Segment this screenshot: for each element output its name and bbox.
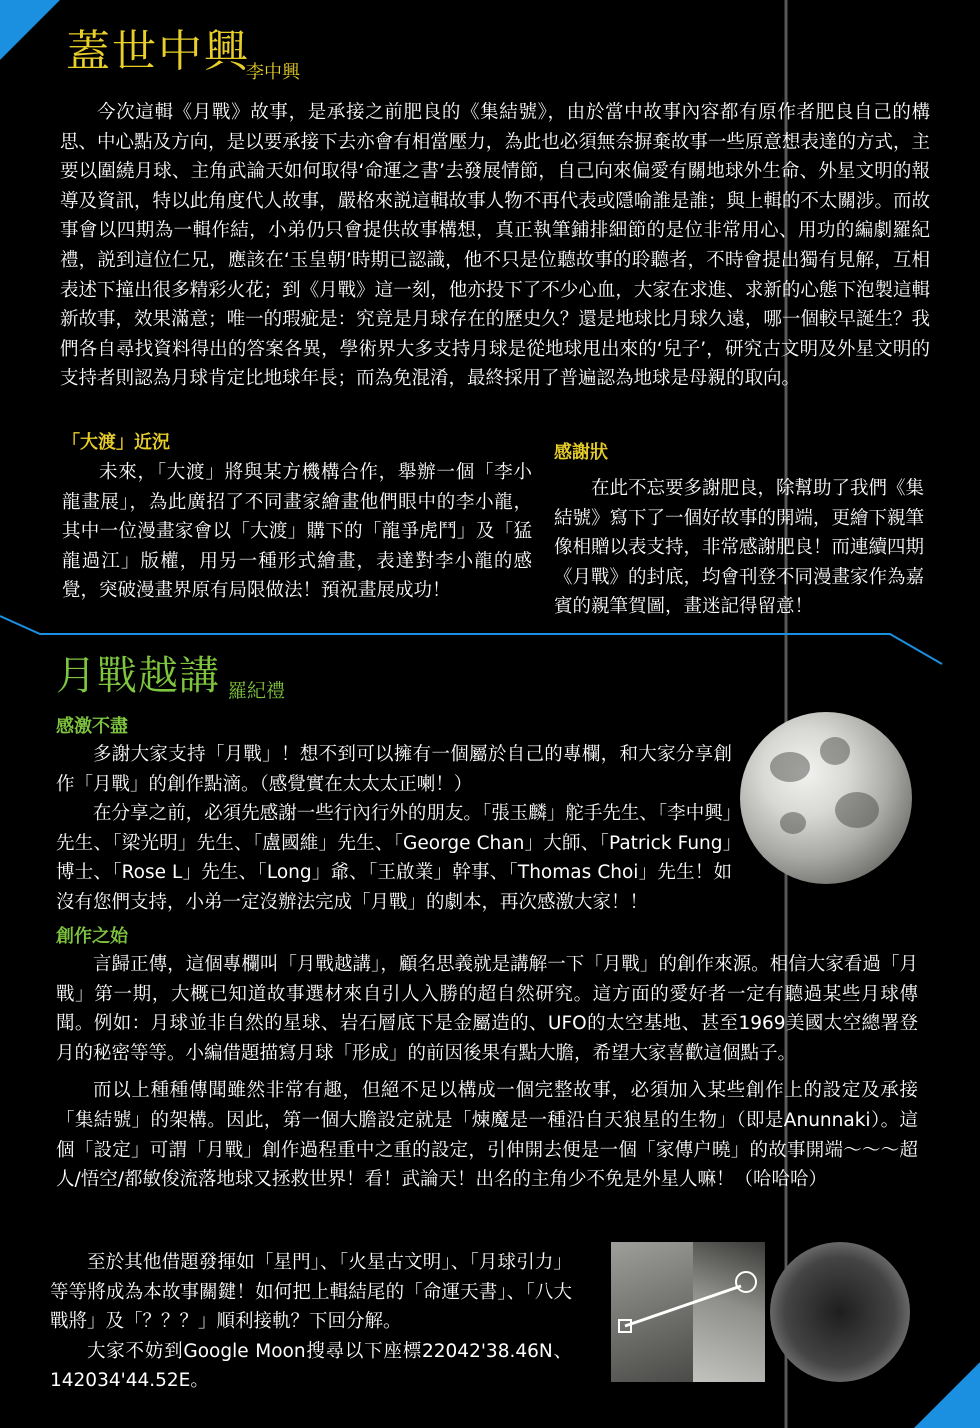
section1-left-column	[62, 428, 532, 606]
gratitude-paragraph-1: 多謝大家支持「月戰」！想不到可以擁有一個屬於自己的專欄，和大家分享創作「月戰」的創作點滴。（感覺實在太太太正喇！）	[56, 744, 732, 795]
gratitude-paragraph-2: 在分享之前，必須先感謝一些行內行外的朋友。「張玉麟」舵手先生、「李中興」先生、「梁光明」先生、「盧國維」先生、「George Chan」大師、「Patrick Fung」博士、「Rose L」先生、「Long」爺、「王啟業」幹事、「Thomas Choi」先生！如沒有您們支持，小弟一定沒辦法完成「月戰」的劇本，再次感激大家！！	[56, 803, 732, 913]
section1-author: 李中興	[246, 62, 300, 83]
section1-paragraph: 今次這輯《月戰》故事，是承接之前肥良的《集結號》，由於當中故事內容都有原作者肥良自己的構思、中心點及方向，是以要承接下去亦會有相當壓力，為此也必須無奈摒棄故事一些原意想表達的方式，主要以圍繞月球、主角武論天如何取得‘命運之書’去發展情節，自己向來偏愛有關地球外生命、外星文明的報導及資訊，特以此角度代人故事，嚴格來説這輯故事人物不再代表或隱喻誰是誰；與上輯的不太關涉。而故事會以四期為一輯作結，小弟仍只會提供故事構想，真正執筆鋪排細節的是位非常用心、用功的編劇羅紀禮，説到這位仁兄，應該在‘玉皇朝’時期已認識，他不只是位聽故事的聆聽者，不時會提出獨有見解，互相表述下撞出很多精彩火花；到《月戰》這一刻，他亦投下了不少心血，大家在求進、求新的心態下泡製這輯新故事，效果滿意；唯一的瑕疵是：究竟是月球存在的歷史久？還是地球比月球久遠，哪一個較早誕生？我們各自尋找資料得出的答案各異，學術界大多支持月球是從地球甩出來的‘兒子’，研究古文明及外星文明的支持者則認為月球肯定比地球年長；而為免混淆，最終採用了普遍認為地球是母親的取向。	[60, 102, 930, 390]
corner-decoration-bottom-right	[914, 1362, 980, 1428]
section1-body	[60, 98, 930, 394]
subheading-origin: 創作之始	[56, 926, 128, 947]
callout-circle	[736, 1272, 756, 1292]
section1-right-column	[554, 438, 924, 622]
callout-line	[625, 1286, 741, 1326]
closing-paragraph-1: 至於其他借題發揮如「星門」、「火星古文明」、「月球引力」等等將成為本故事關鍵！如何把上輯結尾的「命運天書」、「八大戰將」及「？？？」順利接軌？下回分解。	[50, 1252, 572, 1333]
origin-paragraph-2: 而以上種種傳聞雖然非常有趣，但絕不足以構成一個完整故事，必須加入某些創作上的設定及承接「集結號」的架構。因此，第一個大膽設定就是「煉魔是一種沿自天狼星的生物」（即是Anunnaki）。這個「設定」可謂「月戰」創作過程重中之重的設定，引伸開去便是一個「家傳户曉」的故事開端～～～超人/悟空/都敏俊流落地球又拯救世界！看！武論天！出名的主角少不免是外星人嘛！（哈哈哈）	[56, 1080, 918, 1191]
origin-paragraph-1: 言歸正傳，這個專欄叫「月戰越講」，顧名思義就是講解一下「月戰」的創作來源。相信大家看過「月戰」第一期，大概已知道故事選材來自引人入勝的超自然研究。這方面的愛好者一定有聽過某些月球傳聞。例如：月球並非自然的星球、岩石層底下是金屬造的、UFO的太空基地、甚至1969美國太空總署登月的秘密等等。小編借題描寫月球「形成」的前因後果有點大膽，希望大家喜歡這個點子。	[56, 954, 918, 1064]
closing-paragraph-2: 大家不妨到Google Moon搜尋以下座標22042'38.46N、142034'44.52E。	[50, 1340, 572, 1392]
section1-title: 蓋世中興	[66, 26, 250, 77]
thanks-paragraph: 在此不忘要多謝肥良，除幫助了我們《集結號》寫下了一個好故事的開端，更繪下親筆像相贈以表支持，非常感謝肥良！而連續四期《月戰》的封底，均會刊登不同漫畫家作為嘉賓的親筆賀圖，畫迷記得留意！	[554, 478, 925, 618]
datu-paragraph: 未來，「大渡」將與某方機構合作，舉辦一個「李小龍畫展」，為此廣招了不同畫家繪畫他們眼中的李小龍，其中一位漫畫家會以「大渡」購下的「龍爭虎鬥」及「猛龍過江」版權，用另一種形式繪畫，表達對李小龍的感覺，突破漫畫界原有局限做法！預祝畫展成功！	[62, 462, 532, 602]
subheading-thanks: 感謝狀	[554, 442, 608, 463]
subheading-datu: 「大渡」近況	[62, 432, 170, 453]
section2-author: 羅紀禮	[228, 680, 286, 702]
section2-top-block	[56, 712, 732, 918]
section2-origin-block	[56, 922, 918, 1195]
corner-decoration-top-left	[0, 0, 60, 60]
section2-bottom-block	[50, 1248, 572, 1396]
moon-image	[740, 712, 912, 884]
subheading-gratitude: 感激不盡	[56, 716, 128, 737]
photo-callout-lines	[611, 1242, 911, 1382]
section2-title: 月戰越講	[56, 653, 220, 699]
